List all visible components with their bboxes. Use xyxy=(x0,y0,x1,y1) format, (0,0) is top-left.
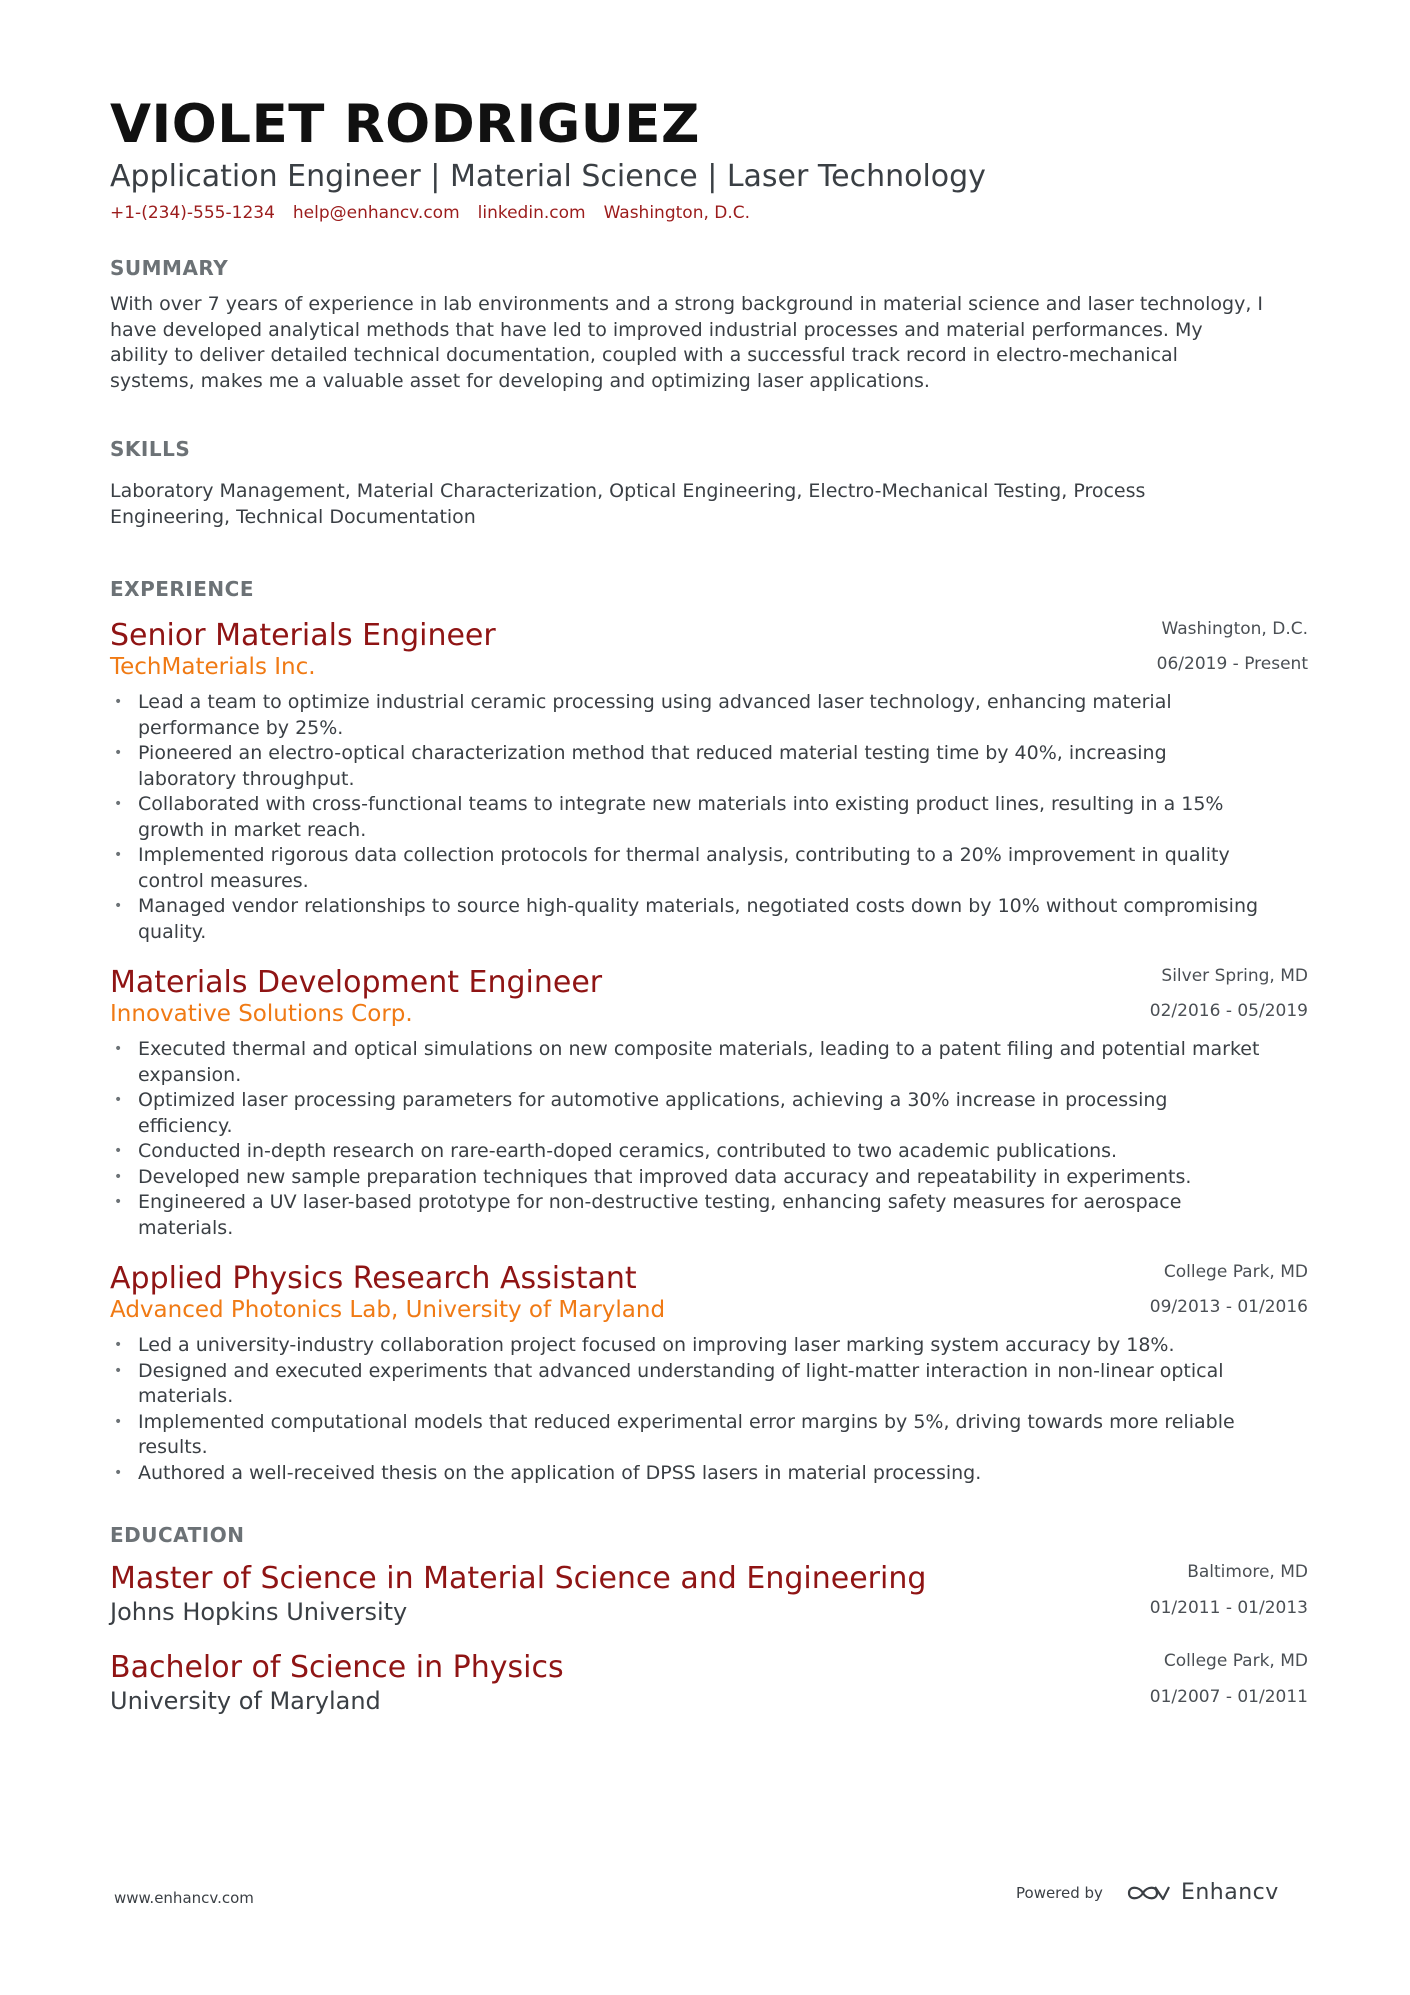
job-dates: 09/2013 - 01/2016 xyxy=(1149,1297,1308,1317)
summary-line: ability to deliver detailed technical documentation, coupled with a successful track record in electro-mechanical xyxy=(110,344,1178,366)
edu-dates: 01/2011 - 01/2013 xyxy=(1149,1598,1308,1618)
job-company: Advanced Photonics Lab, University of Maryland xyxy=(110,1297,666,1323)
job-bullets xyxy=(110,1037,1310,1241)
brand-name: Enhancv xyxy=(1180,1880,1279,1905)
experience-heading: EXPERIENCE xyxy=(110,577,254,601)
job-title: Applied Physics Research Assistant xyxy=(110,1261,637,1296)
list-item: • Optimized laser processing parameters for automotive applications, achieving a 30% increase in processing efficiency. xyxy=(114,1089,1168,1137)
job-location: Washington, D.C. xyxy=(1161,619,1308,639)
list-item: • Conducted in-depth research on rare-earth-doped ceramics, contributed to two academic publications. xyxy=(114,1140,1118,1162)
job-bullets xyxy=(110,690,1310,945)
summary-heading: SUMMARY xyxy=(110,256,229,280)
list-item: • Led a university-industry collaboration project focused on improving laser marking system accuracy by 18%. xyxy=(114,1334,1175,1356)
powered-by-label: Powered by xyxy=(1016,1883,1103,1902)
edu-dates: 01/2007 - 01/2011 xyxy=(1149,1687,1308,1707)
list-item: • Implemented rigorous data collection protocols for thermal analysis, contributing to a 20% improvement in quality control measures. xyxy=(114,844,1230,892)
list-item: • Pioneered an electro-optical characterization method that reduced material testing time by 40%, increasing laboratory throughput. xyxy=(114,742,1167,790)
degree-title: Master of Science in Material Science and Engineering xyxy=(110,1561,927,1596)
list-item: • Authored a well-received thesis on the application of DPSS lasers in material processing. xyxy=(114,1461,982,1484)
edu-location: College Park, MD xyxy=(1163,1651,1308,1671)
list-item: • Implemented computational models that reduced experimental error margins by 5%, driving towards more reliable results. xyxy=(114,1410,1235,1458)
edu-location: Baltimore, MD xyxy=(1187,1562,1308,1582)
footer-branding xyxy=(1016,1880,1279,1905)
job-dates: 02/2016 - 05/2019 xyxy=(1149,1001,1308,1021)
skills-heading: SKILLS xyxy=(110,437,191,461)
degree-title: Bachelor of Science in Physics xyxy=(110,1650,564,1685)
footer-website-link[interactable]: www.enhancv.com xyxy=(114,1889,254,1907)
linkedin-link[interactable]: linkedin.com xyxy=(477,203,586,223)
job-dates: 06/2019 - Present xyxy=(1156,654,1308,674)
education-heading: EDUCATION xyxy=(110,1523,245,1547)
job-company: Innovative Solutions Corp. xyxy=(110,1001,413,1027)
list-item: • Collaborated with cross-functional teams to integrate new materials into existing product lines, resulting in a 15% growth in market reach. xyxy=(114,793,1224,841)
school-name: Johns Hopkins University xyxy=(110,1598,408,1626)
location-text: Washington, D.C. xyxy=(603,203,751,223)
skills-text xyxy=(110,479,1310,530)
candidate-headline: Application Engineer | Material Science | Laser Technology xyxy=(110,159,986,194)
email-link[interactable]: help@enhancv.com xyxy=(292,203,460,223)
candidate-name: VIOLET RODRIGUEZ xyxy=(110,94,700,155)
job-company: TechMaterials Inc. xyxy=(110,654,316,680)
list-item: • Engineered a UV laser-based prototype for non-destructive testing, enhancing safety measures for aerospace materials. xyxy=(114,1191,1182,1239)
job-bullets xyxy=(110,1333,1310,1486)
enhancv-logo-icon xyxy=(1125,1881,1171,1905)
phone-link[interactable]: +1-(234)-555-1234 xyxy=(110,203,275,223)
skills-line: Engineering, Technical Documentation xyxy=(110,505,476,528)
job-title: Senior Materials Engineer xyxy=(110,618,496,653)
contact-row xyxy=(110,203,750,223)
summary-line: have developed analytical methods that have led to improved industrial processes and material performances. My xyxy=(110,318,1203,341)
list-item: • Developed new sample preparation techniques that improved data accuracy and repeatability in experiments. xyxy=(114,1165,1192,1188)
summary-line: systems, makes me a valuable asset for developing and optimizing laser applications. xyxy=(110,369,930,392)
list-item: • Lead a team to optimize industrial ceramic processing using advanced laser technology, enhancing material performance by 25%. xyxy=(114,691,1172,739)
summary-text xyxy=(110,292,1310,394)
school-name: University of Maryland xyxy=(110,1687,381,1715)
list-item: • Managed vendor relationships to source high-quality materials, negotiated costs down by 10% without compromising quality. xyxy=(114,895,1259,943)
summary-line: With over 7 years of experience in lab environments and a strong background in material science and laser technology, I xyxy=(110,293,1264,315)
job-location: College Park, MD xyxy=(1163,1262,1308,1282)
enhancv-logo[interactable] xyxy=(1125,1880,1279,1905)
job-title: Materials Development Engineer xyxy=(110,965,603,1000)
list-item: • Designed and executed experiments that advanced understanding of light-matter interaction in non-linear optical materials. xyxy=(114,1359,1224,1407)
skills-line: Laboratory Management, Material Characterization, Optical Engineering, Electro-Mechanical Testing, Process xyxy=(110,480,1146,502)
list-item: • Executed thermal and optical simulations on new composite materials, leading to a patent filing and potential market expansion. xyxy=(114,1038,1260,1086)
job-location: Silver Spring, MD xyxy=(1161,966,1308,986)
